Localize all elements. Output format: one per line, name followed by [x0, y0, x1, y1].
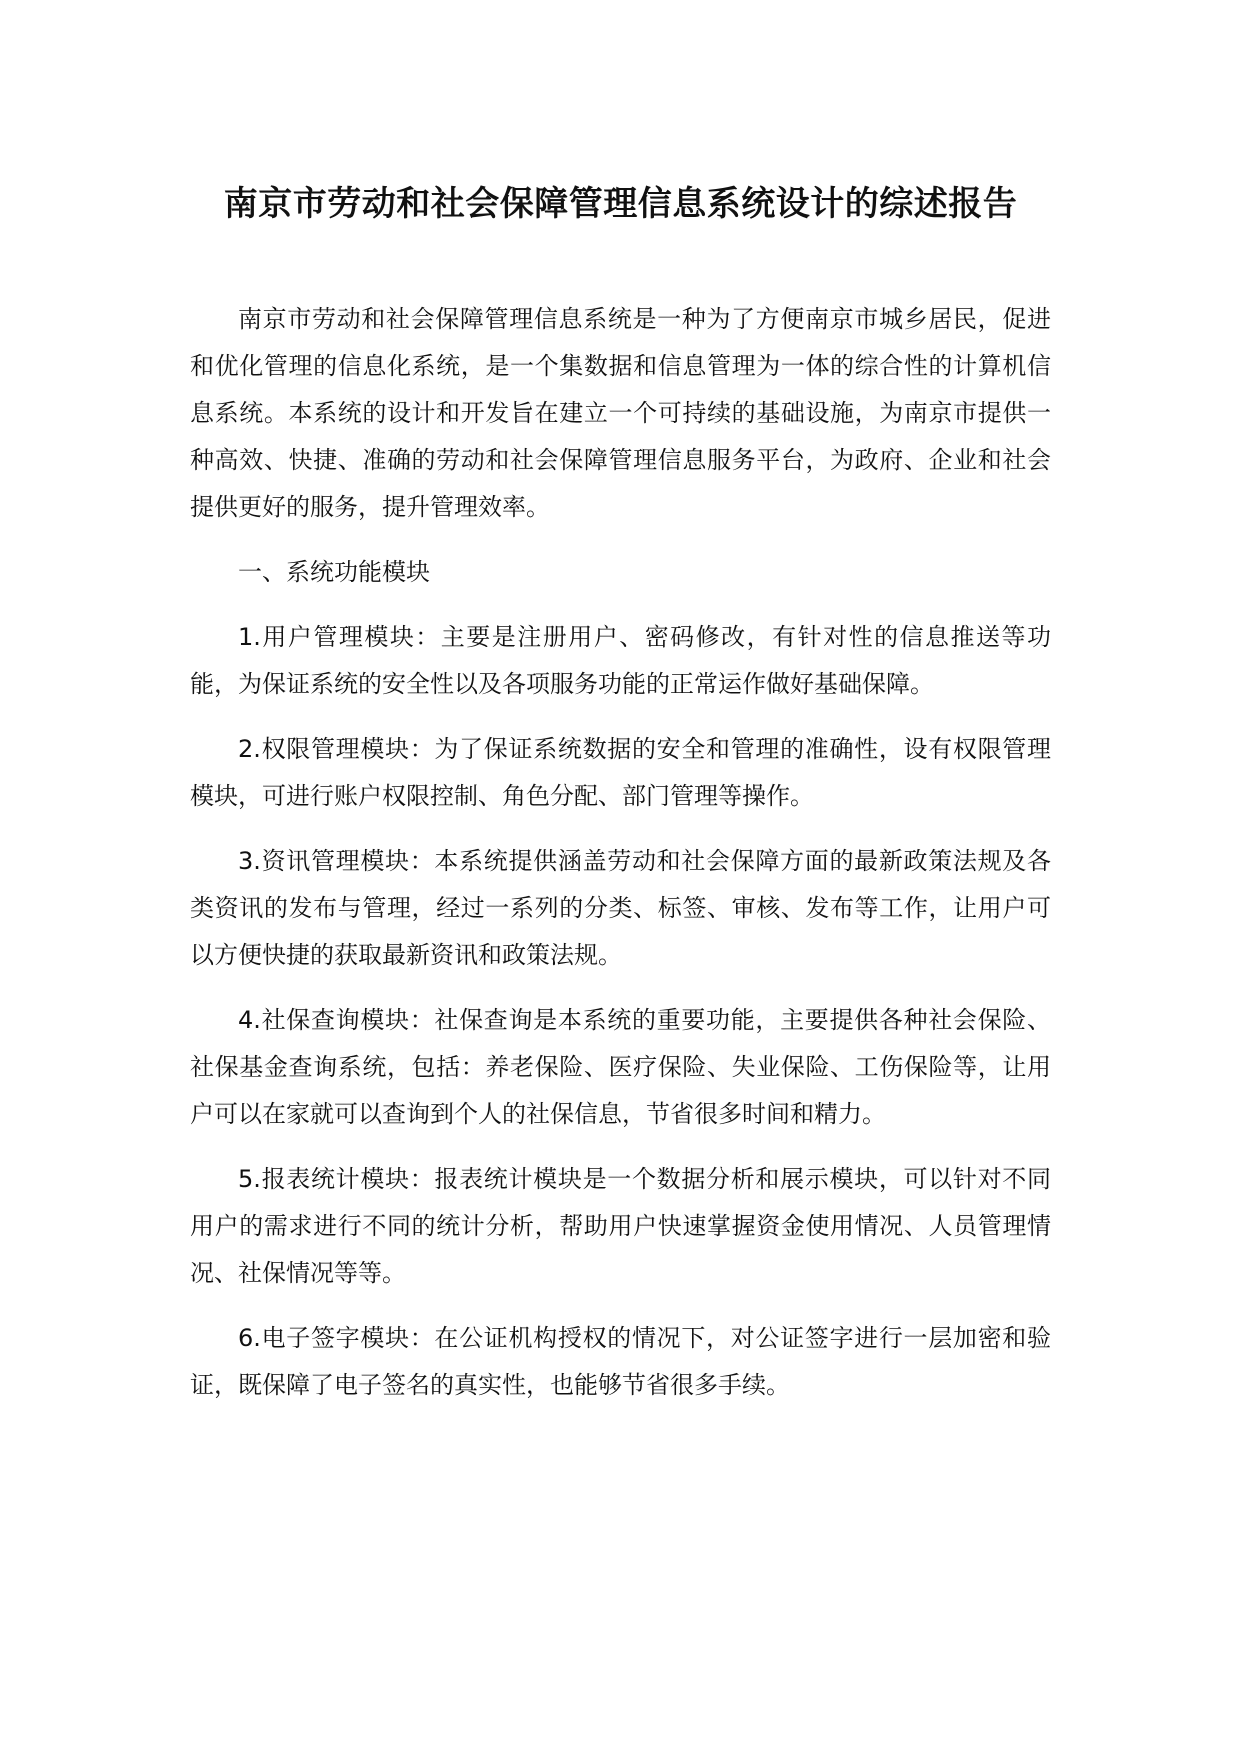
module-report-statistics: 5.报表统计模块：报表统计模块是一个数据分析和展示模块，可以针对不同用户的需求进行不同的统计分析，帮助用户快速掌握资金使用情况、人员管理情况、社保情况等等。 [190, 1165, 1051, 1287]
module-social-security-query: 4.社保查询模块：社保查询是本系统的重要功能，主要提供各种社会保险、社保基金查询系统，包括：养老保险、医疗保险、失业保险、工伤保险等，让用户可以在家就可以查询到个人的社保信息，节省很多时间和精力。 [190, 1006, 1051, 1128]
module-electronic-signature: 6.电子签字模块：在公证机构授权的情况下，对公证签字进行一层加密和验证，既保障了电子签名的真实性，也能够节省很多手续。 [190, 1324, 1051, 1399]
document-body [190, 296, 1051, 1409]
module-user-management: 1.用户管理模块：主要是注册用户、密码修改，有针对性的信息推送等功能，为保证系统的安全性以及各项服务功能的正常运作做好基础保障。 [190, 623, 1051, 698]
document-title: 南京市劳动和社会保障管理信息系统设计的综述报告 [223, 184, 1018, 224]
module-permission-management: 2.权限管理模块：为了保证系统数据的安全和管理的准确性，设有权限管理模块，可进行账户权限控制、角色分配、部门管理等操作。 [190, 735, 1051, 810]
intro-paragraph: 南京市劳动和社会保障管理信息系统是一种为了方便南京市城乡居民，促进和优化管理的信息化系统，是一个集数据和信息管理为一体的综合性的计算机信息系统。本系统的设计和开发旨在建立一个可持续的基础设施，为南京市提供一种高效、快捷、准确的劳动和社会保障管理信息服务平台，为政府、企业和社会提供更好的服务，提升管理效率。 [190, 305, 1051, 521]
section-heading: 一、系统功能模块 [238, 558, 430, 586]
module-news-management: 3.资讯管理模块：本系统提供涵盖劳动和社会保障方面的最新政策法规及各类资讯的发布与管理，经过一系列的分类、标签、审核、发布等工作，让用户可以方便快捷的获取最新资讯和政策法规。 [190, 847, 1051, 969]
